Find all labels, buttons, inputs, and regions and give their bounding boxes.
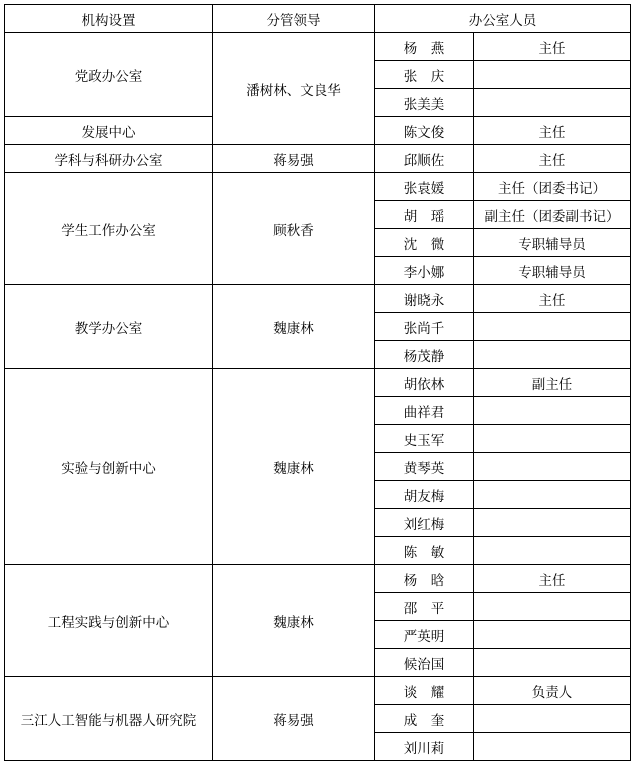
staff-name: 张尚千: [375, 313, 474, 341]
staff-role: [474, 733, 631, 761]
staff-name: 张美美: [375, 89, 474, 117]
header-row: [5, 5, 631, 33]
staff-role: [474, 453, 631, 481]
staff-role: [474, 313, 631, 341]
table-row: [5, 677, 631, 705]
leader-name: 魏康林: [213, 369, 375, 565]
leader-name: 魏康林: [213, 285, 375, 369]
org-table-body: [5, 5, 631, 761]
org-table: [4, 4, 631, 761]
staff-role: [474, 89, 631, 117]
staff-role: 副主任: [474, 369, 631, 397]
table-row: [5, 565, 631, 593]
staff-name: 张 庆: [375, 61, 474, 89]
staff-role: [474, 537, 631, 565]
department-name: 学生工作办公室: [5, 173, 213, 285]
staff-name: 沈 微: [375, 229, 474, 257]
staff-role: [474, 425, 631, 453]
staff-name: 陈 敏: [375, 537, 474, 565]
staff-name: 杨 晗: [375, 565, 474, 593]
leader-name: 顾秋香: [213, 173, 375, 285]
staff-name: 杨茂静: [375, 341, 474, 369]
staff-name: 曲祥君: [375, 397, 474, 425]
staff-name: 成 奎: [375, 705, 474, 733]
header-department: 机构设置: [5, 5, 213, 33]
table-row: [5, 369, 631, 397]
department-name: 学科与科研办公室: [5, 145, 213, 173]
staff-name: 胡友梅: [375, 481, 474, 509]
staff-role: 主任: [474, 285, 631, 313]
staff-name: 黄琴英: [375, 453, 474, 481]
department-name: 教学办公室: [5, 285, 213, 369]
leader-name: 蒋易强: [213, 677, 375, 761]
staff-role: [474, 397, 631, 425]
staff-name: 邱顺佐: [375, 145, 474, 173]
department-name: 三江人工智能与机器人研究院: [5, 677, 213, 761]
staff-name: 胡 瑶: [375, 201, 474, 229]
staff-name: 刘川莉: [375, 733, 474, 761]
staff-name: 陈文俊: [375, 117, 474, 145]
table-row: [5, 173, 631, 201]
staff-role: 主任（团委书记）: [474, 173, 631, 201]
staff-role: [474, 61, 631, 89]
staff-name: 刘红梅: [375, 509, 474, 537]
staff-name: 史玉军: [375, 425, 474, 453]
staff-name: 谢晓永: [375, 285, 474, 313]
staff-name: 李小娜: [375, 257, 474, 285]
staff-role: 专职辅导员: [474, 229, 631, 257]
department-name: 党政办公室: [5, 33, 213, 117]
department-name: 实验与创新中心: [5, 369, 213, 565]
staff-role: 主任: [474, 117, 631, 145]
header-leader: 分管领导: [213, 5, 375, 33]
staff-role: 主任: [474, 145, 631, 173]
staff-name: 候治国: [375, 649, 474, 677]
table-row: [5, 145, 631, 173]
department-name: 工程实践与创新中心: [5, 565, 213, 677]
staff-role: 副主任（团委副书记）: [474, 201, 631, 229]
staff-role: [474, 481, 631, 509]
department-name: 发展中心: [5, 117, 213, 145]
staff-role: [474, 621, 631, 649]
table-row: [5, 285, 631, 313]
header-staff: 办公室人员: [375, 5, 631, 33]
staff-role: [474, 341, 631, 369]
staff-role: 专职辅导员: [474, 257, 631, 285]
leader-name: 蒋易强: [213, 145, 375, 173]
staff-role: 负责人: [474, 677, 631, 705]
table-row: [5, 33, 631, 61]
staff-name: 杨 燕: [375, 33, 474, 61]
staff-name: 邵 平: [375, 593, 474, 621]
staff-role: [474, 649, 631, 677]
staff-name: 严英明: [375, 621, 474, 649]
staff-role: 主任: [474, 33, 631, 61]
staff-role: [474, 593, 631, 621]
leader-name: 潘树林、文良华: [213, 33, 375, 145]
staff-name: 张袁媛: [375, 173, 474, 201]
staff-name: 谈 耀: [375, 677, 474, 705]
leader-name: 魏康林: [213, 565, 375, 677]
staff-name: 胡依林: [375, 369, 474, 397]
staff-role: [474, 509, 631, 537]
staff-role: 主任: [474, 565, 631, 593]
staff-role: [474, 705, 631, 733]
